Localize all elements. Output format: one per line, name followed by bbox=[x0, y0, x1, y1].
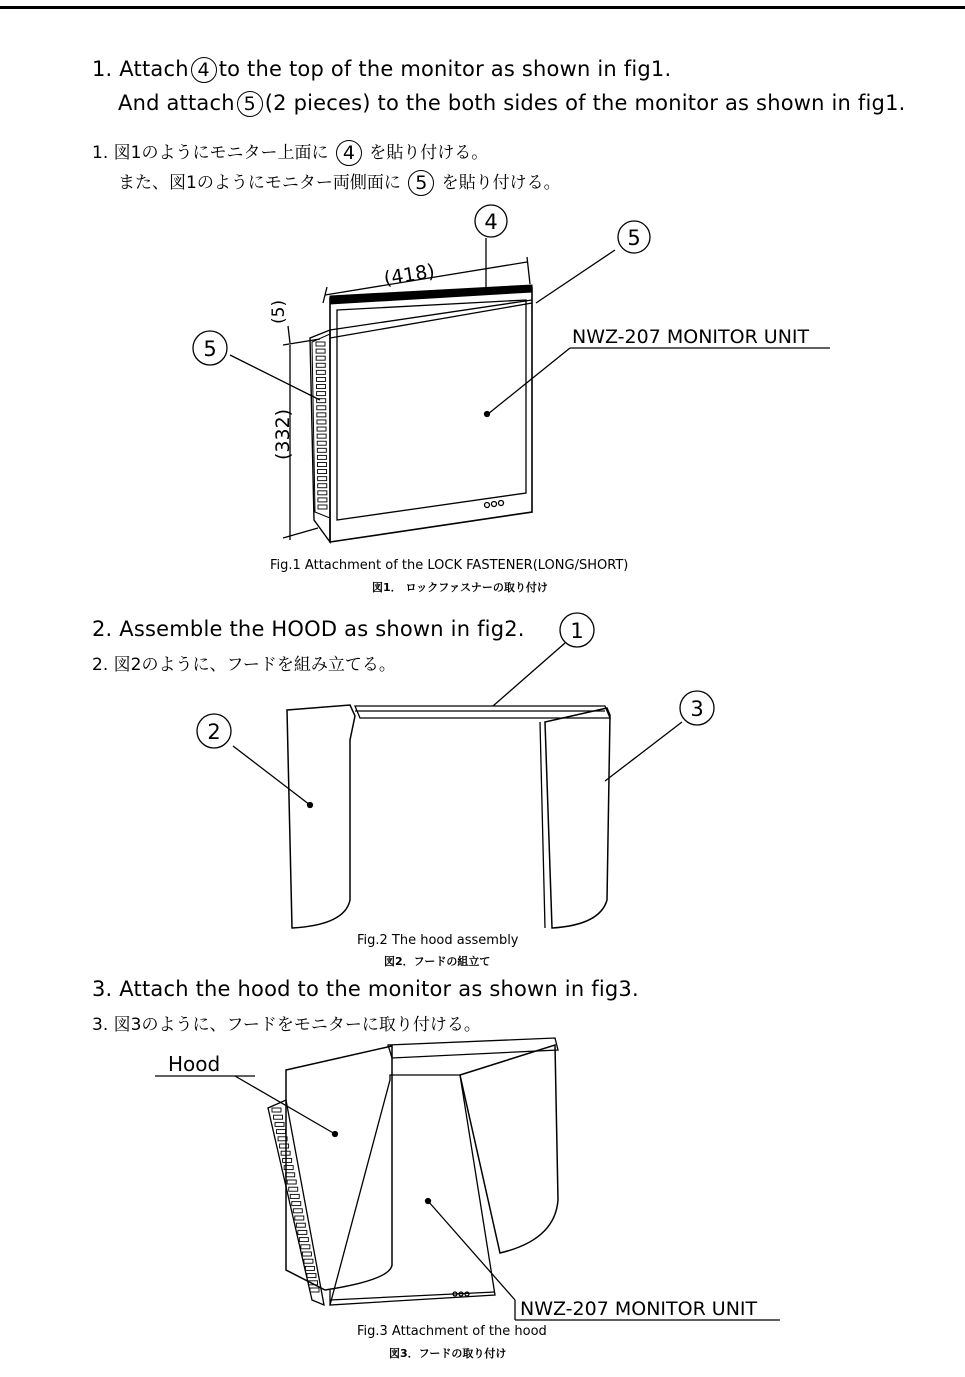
fastener-slot bbox=[317, 448, 326, 452]
fastener-slot bbox=[318, 505, 327, 509]
fastener-slot bbox=[318, 470, 327, 474]
fig1-caption-jp: 図1． ロックファスナーの取り付け bbox=[372, 581, 548, 594]
fastener-slot bbox=[310, 1288, 319, 1292]
fig1-dimension-width: (418) bbox=[382, 260, 437, 290]
fig2-callout-3-label: 3 bbox=[690, 697, 704, 721]
fig1-caption-en: Fig.1 Attachment of the LOCK FASTENER(LONG/SHORT) bbox=[270, 558, 629, 573]
fig1-fastener-slots bbox=[316, 342, 327, 509]
fastener-slot bbox=[292, 1202, 301, 1206]
fastener-slot bbox=[274, 1115, 283, 1119]
fig1-monitor-drawing bbox=[193, 205, 830, 542]
fastener-slot bbox=[317, 413, 326, 417]
fig3-assembly-drawing bbox=[155, 1038, 780, 1320]
fig3-caption-jp: 図3．フードの取り付け bbox=[389, 1347, 507, 1360]
fig3-monitor-label: NWZ-207 MONITOR UNIT bbox=[520, 1298, 758, 1320]
fastener-slot bbox=[317, 392, 326, 396]
step1-jp-line1-end: を貼り付ける。 bbox=[369, 143, 489, 163]
step1-jp-line2-start: また、図1のようにモニター両側面に bbox=[118, 173, 401, 193]
fastener-slot bbox=[317, 462, 326, 466]
fastener-slot bbox=[275, 1122, 284, 1126]
fastener-slot bbox=[304, 1259, 313, 1263]
fastener-slot bbox=[277, 1130, 286, 1134]
fastener-slot bbox=[316, 363, 325, 367]
fig1-dimension-height: (332) bbox=[272, 408, 294, 460]
fastener-slot bbox=[299, 1238, 308, 1242]
fastener-slot bbox=[296, 1223, 305, 1227]
fastener-slot bbox=[316, 370, 325, 374]
fastener-slot bbox=[316, 349, 325, 353]
fastener-slot bbox=[286, 1173, 295, 1177]
fig2-callout-2-label: 2 bbox=[207, 720, 221, 744]
fastener-slot bbox=[317, 385, 326, 389]
fastener-slot bbox=[318, 484, 327, 488]
fastener-slot bbox=[290, 1194, 299, 1198]
fastener-slot bbox=[272, 1108, 281, 1112]
fastener-slot bbox=[318, 498, 327, 502]
fig3-hood-label: Hood bbox=[168, 1052, 221, 1076]
part-5-callout-inline: 5 bbox=[237, 91, 263, 117]
fastener-slot bbox=[302, 1252, 311, 1256]
fastener-slot bbox=[298, 1230, 307, 1234]
fig2-caption-jp: 図2．フードの組立て bbox=[384, 955, 491, 968]
fastener-slot bbox=[293, 1209, 302, 1213]
step1-jp-line2-end: を貼り付ける。 bbox=[441, 173, 561, 193]
fastener-slot bbox=[283, 1158, 292, 1162]
fastener-slot bbox=[317, 441, 326, 445]
fig1-callout-5-right-label: 5 bbox=[627, 226, 641, 250]
part-4-callout-inline-jp: 4 bbox=[336, 140, 362, 166]
fastener-slot bbox=[287, 1180, 296, 1184]
fastener-slot bbox=[318, 491, 327, 495]
fig1-callout-4-label: 4 bbox=[484, 210, 498, 234]
part-4-callout-inline: 4 bbox=[191, 57, 217, 83]
fastener-slot bbox=[280, 1144, 289, 1148]
step2-instruction-en: 2. Assemble the HOOD as shown in fig2. bbox=[92, 617, 525, 641]
part-5-callout-inline-jp: 5 bbox=[408, 170, 434, 196]
step1-en-line2-start: And attach bbox=[118, 91, 235, 115]
step2-instruction-jp: 2. 図2のように、フードを組み立てる。 bbox=[92, 655, 396, 675]
fastener-slot bbox=[301, 1245, 310, 1249]
fastener-slot bbox=[318, 477, 327, 481]
fig2-caption-en: Fig.2 The hood assembly bbox=[357, 933, 519, 948]
step3-instruction-en: 3. Attach the hood to the monitor as shown in fig3. bbox=[92, 977, 639, 1001]
fastener-slot bbox=[316, 342, 325, 346]
fastener-slot bbox=[317, 434, 326, 438]
fig3-fastener-slots bbox=[272, 1108, 319, 1292]
fig1-dimension-top: (5) bbox=[269, 299, 289, 324]
fastener-slot bbox=[316, 377, 325, 381]
step3-instruction-jp: 3. 図3のように、フードをモニターに取り付ける。 bbox=[92, 1015, 481, 1035]
fig2-callout-1-label: 1 bbox=[570, 619, 584, 643]
fig1-callout-5-left-label: 5 bbox=[203, 337, 217, 361]
fastener-slot bbox=[307, 1274, 316, 1278]
fig1-monitor-label: NWZ-207 MONITOR UNIT bbox=[572, 326, 810, 348]
fig3-caption-en: Fig.3 Attachment of the hood bbox=[357, 1324, 547, 1339]
step1-jp-line1-start: 1. 図1のようにモニター上面に bbox=[92, 143, 329, 163]
fastener-slot bbox=[305, 1266, 314, 1270]
fastener-slot bbox=[295, 1216, 304, 1220]
step1-en-line2-end: (2 pieces) to the both sides of the monitor as shown in fig1. bbox=[264, 91, 906, 115]
fastener-slot bbox=[317, 406, 326, 410]
step1-en-line1-end: to the top of the monitor as shown in fig1. bbox=[218, 57, 672, 81]
fastener-slot bbox=[316, 356, 325, 360]
step1-en-line1-start: 1. Attach bbox=[92, 57, 189, 81]
fastener-slot bbox=[317, 455, 326, 459]
fastener-slot bbox=[317, 420, 326, 424]
fastener-slot bbox=[289, 1187, 298, 1191]
fastener-slot bbox=[317, 427, 326, 431]
